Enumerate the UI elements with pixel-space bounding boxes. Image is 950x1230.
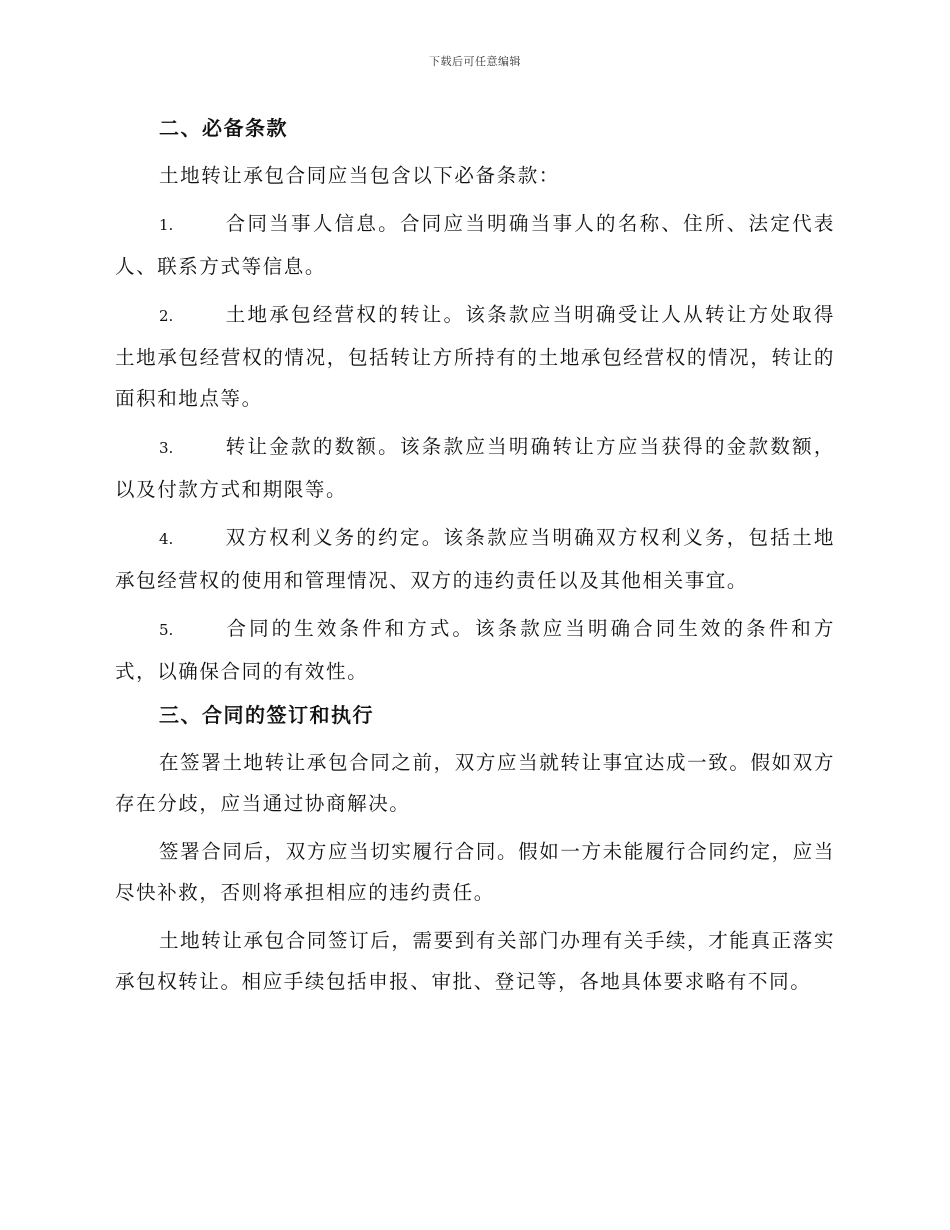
clause-text: 双方权利义务的约定。该条款应当明确双方权利义务，包括土地承包经营权的使用和管理情况、双方的违约责任以及其他相关事宜。 (115, 526, 835, 592)
clause-number: 1. (159, 216, 174, 234)
clause-text: 合同的生效条件和方式。该条款应当明确合同生效的条件和方式，以确保合同的有效性。 (115, 617, 835, 683)
section-intro-paragraph: 土地转让承包合同应当包含以下必备条款： (159, 164, 560, 187)
clause-number: 4. (159, 530, 174, 548)
page-header-note: 下载后可任意编辑 (429, 55, 521, 68)
section-heading-required-clauses: 二、必备条款 (159, 116, 288, 140)
clause-item (115, 608, 835, 692)
clause-number: 5. (159, 621, 174, 639)
document-body (115, 112, 835, 1009)
body-paragraph: 签署合同后，双方应当切实履行合同。假如一方未能履行合同约定，应当尽快补救，否则将承担相应的违约责任。 (115, 840, 835, 904)
clause-number: 2. (159, 307, 174, 325)
clause-text: 合同当事人信息。合同应当明确当事人的名称、住所、法定代表人、联系方式等信息。 (115, 212, 835, 278)
clause-text: 转让金款的数额。该条款应当明确转让方应当获得的金款数额，以及付款方式和期限等。 (115, 435, 835, 501)
body-paragraph: 土地转让承包合同签订后，需要到有关部门办理有关手续，才能真正落实承包权转让。相应手续包括申报、审批、登记等，各地具体要求略有不同。 (115, 929, 835, 993)
body-paragraph: 在签署土地转让承包合同之前，双方应当就转让事宜达成一致。假如双方存在分歧，应当通过协商解决。 (115, 751, 835, 815)
clause-item (115, 203, 835, 287)
clause-number: 3. (159, 439, 174, 457)
clause-item (115, 294, 835, 419)
clause-text: 土地承包经营权的转让。该条款应当明确受让人从转让方处取得土地承包经营权的情况，包括转让方所持有的土地承包经营权的情况，转让的面积和地点等。 (115, 303, 835, 410)
clause-item (115, 517, 835, 601)
clause-item (115, 426, 835, 510)
section-heading-signing-execution: 三、合同的签订和执行 (159, 703, 374, 727)
